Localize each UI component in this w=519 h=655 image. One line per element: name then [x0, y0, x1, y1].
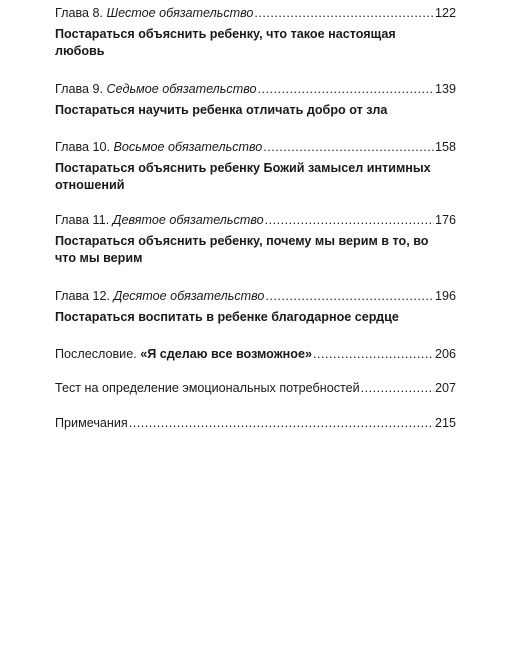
toc-line: [55, 380, 456, 397]
dot-leader: [313, 346, 434, 363]
chapter-subtitle: Постараться научить ребенка отличать добро от зла: [55, 103, 388, 117]
toc-line: [55, 346, 456, 363]
chapter-title: Десятое обязательство: [113, 289, 265, 303]
dot-leader: [265, 212, 434, 229]
page-number: 122: [434, 6, 456, 20]
toc-line: [55, 212, 456, 229]
chapter-subtitle: Постараться объяснить ребенку Божий замысел интимных отношений: [55, 161, 431, 192]
chapter-prefix: Глава 8.: [55, 6, 107, 20]
toc-lead: [55, 346, 312, 363]
dot-leader: [254, 5, 434, 22]
chapter-title: Девятое обязательство: [112, 213, 264, 227]
toc-line: [55, 5, 456, 22]
chapter-subtitle: Постараться объяснить ребенку, что такое настоящая любовь: [55, 27, 396, 58]
chapter-prefix: Глава 12.: [55, 289, 114, 303]
test-title: Тест на определение эмоциональных потребностей: [55, 381, 360, 395]
dot-leader: [258, 81, 434, 98]
dot-leader: [263, 139, 434, 156]
chapter-subtitle: Постараться объяснить ребенку, почему мы верим в то, во что мы верим: [55, 234, 429, 265]
dot-leader: [361, 380, 434, 397]
toc-entry-chapter-9: [55, 81, 456, 119]
toc-lead: [55, 212, 264, 229]
toc-entry-afterword: [55, 346, 456, 363]
page-number: 176: [434, 213, 456, 227]
toc-lead: [55, 81, 257, 98]
toc-entry-chapter-11: [55, 212, 456, 267]
chapter-subtitle: Постараться воспитать в ребенке благодарное сердце: [55, 310, 399, 324]
toc-entry-chapter-12: [55, 288, 456, 326]
toc-line: [55, 139, 456, 156]
toc-line: [55, 415, 456, 432]
afterword-title: «Я сделаю все возможное»: [140, 347, 312, 361]
toc-lead: [55, 139, 262, 156]
notes-title: Примечания: [55, 416, 128, 430]
chapter-title: Шестое обязательство: [106, 6, 254, 20]
chapter-title: Восьмое обязательство: [113, 140, 263, 154]
page-number: 139: [434, 82, 456, 96]
toc-entry-notes: [55, 415, 456, 432]
toc-entry-chapter-8: [55, 5, 456, 60]
page-number: 207: [434, 381, 456, 395]
toc-line: [55, 81, 456, 98]
afterword-prefix: Послесловие.: [55, 347, 141, 361]
dot-leader: [129, 415, 434, 432]
toc-lead: [55, 5, 253, 22]
chapter-prefix: Глава 9.: [55, 82, 107, 96]
page-number: 215: [434, 416, 456, 430]
chapter-prefix: Глава 10.: [55, 140, 114, 154]
toc-entry-chapter-10: [55, 139, 456, 194]
page-number: 196: [434, 289, 456, 303]
toc-entry-test: [55, 380, 456, 397]
page-number: 158: [434, 140, 456, 154]
toc-lead: [55, 288, 264, 305]
page-number: 206: [434, 347, 456, 361]
dot-leader: [265, 288, 434, 305]
toc-line: [55, 288, 456, 305]
chapter-title: Седьмое обязательство: [106, 82, 257, 96]
chapter-prefix: Глава 11.: [55, 213, 113, 227]
